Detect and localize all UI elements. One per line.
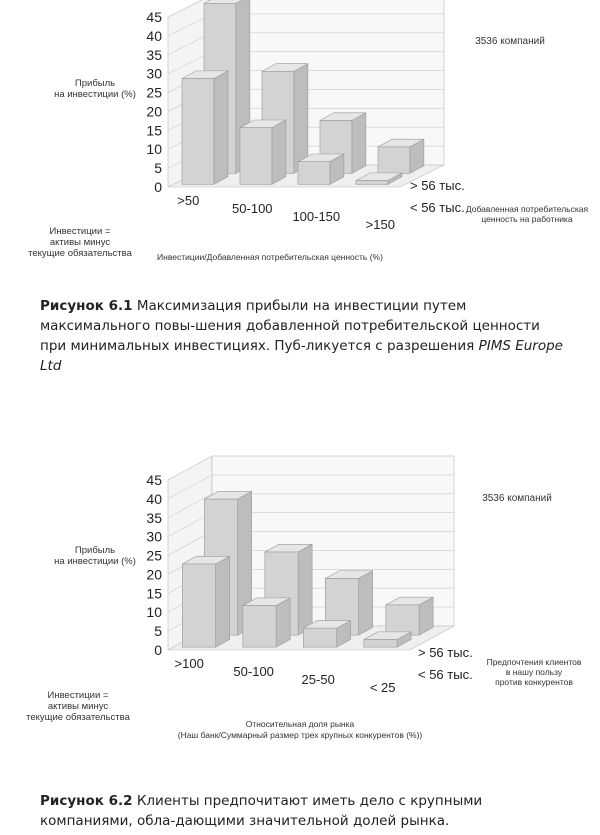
series-label: > 56 тыс. — [410, 178, 465, 193]
invest-line2: активы минус — [49, 237, 111, 248]
companies-count: 3536 компаний — [482, 493, 552, 504]
investments-definition — [18, 690, 138, 723]
figure-caption — [40, 791, 570, 831]
bar — [378, 147, 410, 173]
bar — [243, 606, 276, 648]
y-tick-label: 45 — [146, 472, 162, 488]
caption-number: Рисунок 6.1 — [40, 298, 133, 314]
bar — [364, 640, 397, 648]
figure-1 — [0, 0, 600, 400]
x-tick-label: 100-150 — [292, 209, 341, 224]
bar — [182, 564, 215, 647]
x-axis-title: Относительная доля рынка — [245, 719, 355, 729]
bar — [298, 162, 330, 185]
y-tick-label: 20 — [146, 566, 162, 583]
bar-side — [272, 120, 286, 184]
y-tick-label: 40 — [146, 490, 162, 507]
bar-side — [294, 64, 308, 174]
caption-source: PIMS Europe Ltd — [40, 338, 563, 374]
caption-text: Максимизация прибыли на инвестиции путем максимального повы-шения добавленной потребительской ценности при минимальных инвестициях. Пуб-ликуется с разрешения — [40, 298, 540, 354]
y-tick-label: 25 — [146, 84, 162, 101]
bar-side — [214, 71, 228, 184]
bar — [386, 605, 419, 635]
series-label: < 56 тыс. — [410, 200, 465, 215]
series-label: > 56 тыс. — [418, 645, 473, 660]
y-tick-label: 40 — [146, 27, 162, 44]
invest-line1: Инвестиции = — [49, 226, 111, 237]
y-tick-label: 35 — [146, 509, 162, 526]
y-tick-label: 20 — [146, 103, 162, 120]
depth-axis-title: в нашу пользу — [505, 667, 563, 677]
y-tick-label: 15 — [146, 122, 162, 139]
x-tick-label: 25-50 — [301, 672, 335, 687]
bar-side — [216, 556, 230, 647]
y-tick-label: 45 — [146, 9, 162, 25]
figure-caption — [40, 296, 570, 376]
x-tick-label: 50-100 — [233, 664, 274, 679]
caption-number: Рисунок 6.2 — [40, 793, 133, 809]
y-label-line2: на инвестиции (%) — [54, 556, 136, 567]
y-axis-label — [40, 78, 150, 100]
bar — [240, 128, 272, 185]
bar — [182, 79, 214, 185]
y-tick-label: 10 — [146, 604, 162, 621]
x-axis-title: (Наш банк/Суммарный размер трех крупных конкурентов (%)) — [177, 730, 423, 740]
depth-axis-title: против конкурентов — [495, 677, 573, 687]
depth-axis-title: ценность на работника — [481, 214, 573, 224]
x-tick-label: < 25 — [369, 680, 396, 695]
y-tick-label: 30 — [146, 65, 162, 82]
caption-text: Клиенты предпочитают иметь дело с крупными компаниями, обла-дающими значительной долей рынка. — [40, 793, 483, 829]
invest-line3: текущие обязательства — [28, 248, 132, 259]
depth-axis-title: Добавленная потребительская — [465, 204, 589, 214]
y-axis-label — [40, 545, 150, 567]
y-tick-label: 35 — [146, 46, 162, 63]
bar-side — [298, 544, 312, 635]
y-label-line1: Прибыль — [74, 545, 116, 556]
y-tick-label: 5 — [154, 623, 162, 640]
y-tick-label: 0 — [154, 179, 162, 195]
y-tick-label: 10 — [146, 141, 162, 158]
bar — [303, 628, 336, 647]
y-label-line1: Прибыль — [74, 78, 116, 89]
bar — [356, 181, 388, 185]
y-tick-label: 15 — [146, 585, 162, 602]
x-axis-title: Инвестиции/Добавленная потребительская ценность (%) — [157, 252, 383, 262]
x-tick-label: 50-100 — [232, 201, 273, 216]
x-tick-label: >150 — [365, 217, 395, 232]
invest-line3: текущие обязательства — [26, 712, 130, 723]
bar-side — [276, 598, 290, 647]
bar-side — [359, 571, 373, 635]
invest-line2: активы минус — [47, 701, 109, 712]
depth-axis-title: Предпочтения клиентов — [486, 657, 582, 667]
y-tick-label: 30 — [146, 528, 162, 545]
bar-side — [352, 113, 366, 174]
y-tick-label: 0 — [154, 642, 162, 658]
y-tick-label: 25 — [146, 547, 162, 564]
y-tick-label: 5 — [154, 160, 162, 177]
x-tick-label: >50 — [177, 193, 200, 208]
companies-count: 3536 компаний — [475, 36, 545, 47]
investments-definition — [20, 226, 140, 259]
x-tick-label: >100 — [174, 656, 204, 671]
series-label: < 56 тыс. — [418, 667, 473, 682]
y-label-line2: на инвестиции (%) — [54, 89, 136, 100]
invest-line1: Инвестиции = — [47, 690, 109, 701]
figure-2 — [0, 455, 600, 835]
